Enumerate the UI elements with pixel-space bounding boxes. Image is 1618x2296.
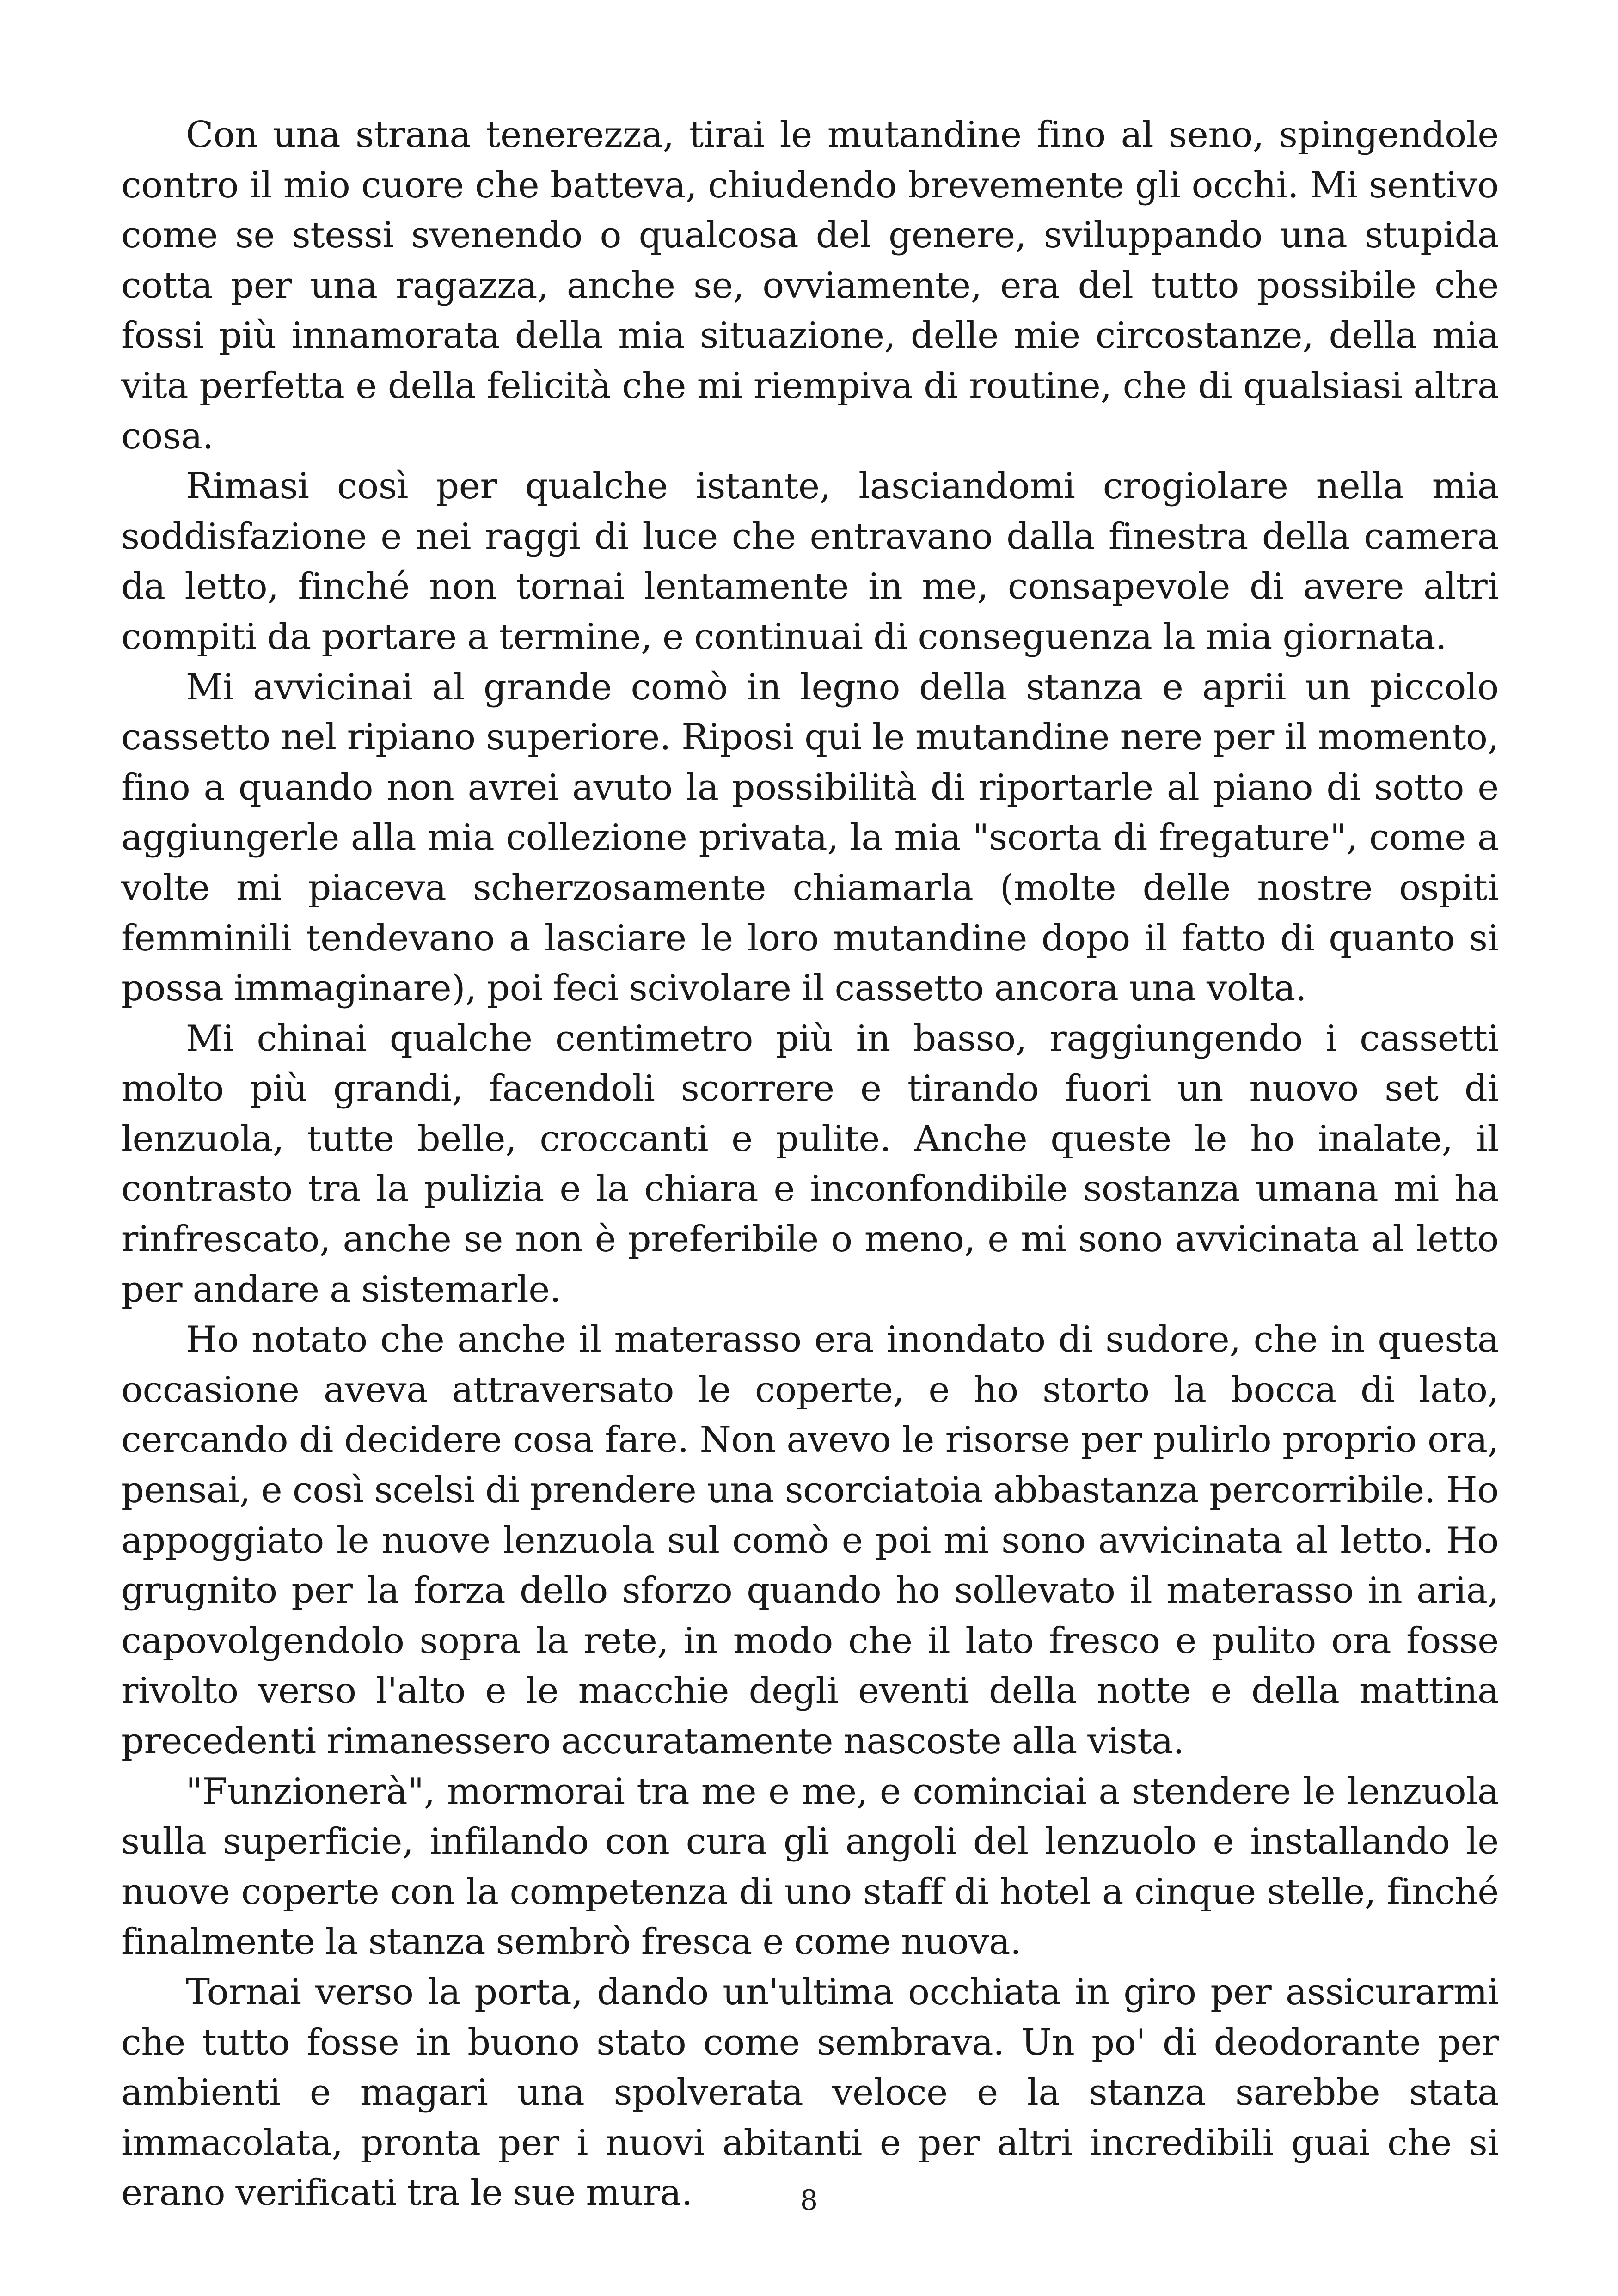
page-text (121, 110, 1499, 2218)
paragraph-1: Con una strana tenerezza, tirai le mutandine fino al seno, spingendole contro il mio cuore che batteva, chiudendo brevemente gli occhi. Mi sentivo come se stessi svenendo o qualcosa del genere, sviluppando una stupida cotta per una ragazza, anche se, ovviamente, era del tutto possibile che fossi più innamorata della mia situazione, delle mie circostanze, della mia vita perfetta e della felicità che mi riempiva di routine, che di qualsiasi altra cosa. (121, 114, 1499, 457)
paragraph-5: Ho notato che anche il materasso era inondato di sudore, che in questa occasione aveva attraversato le coperte, e ho storto la bocca di lato, cercando di decidere cosa fare. Non avevo le risorse per pulirlo proprio ora, pensai, e così scelsi di prendere una scorciatoia abbastanza percorribile. Ho appoggiato le nuove lenzuola sul comò e poi mi sono avvicinata al letto. Ho grugnito per la forza dello sforzo quando ho sollevato il materasso in aria, capovolgendolo sopra la rete, in modo che il lato fresco e pulito ora fosse rivolto verso l'alto e le macchie degli eventi della notte e della mattina precedenti rimanessero accuratamente nascoste alla vista. (121, 1319, 1499, 1762)
paragraph-3: Mi avvicinai al grande comò in legno della stanza e aprii un piccolo cassetto nel ripiano superiore. Riposi qui le mutandine nere per il momento, fino a quando non avrei avuto la possibilità di riportarle al piano di sotto e aggiungerle alla mia collezione privata, la mia "scorta di fregature", come a volte mi piaceva scherzosamente chiamarla (molte delle nostre ospiti femminili tendevano a lasciare le loro mutandine dopo il fatto di quanto si possa immaginare), poi feci scivolare il cassetto ancora una volta. (121, 666, 1499, 1010)
paragraph-7: Tornai verso la porta, dando un'ultima occhiata in giro per assicurarmi che tutto fosse in buono stato come sembrava. Un po' di deodorante per ambienti e magari una spolverata veloce e la stanza sarebbe stata immacolata, pronta per i nuovi abitanti e per altri incredibili guai che si erano verificati tra le sue mura. (121, 1971, 1499, 2214)
paragraph-4: Mi chinai qualche centimetro più in basso, raggiungendo i cassetti molto più grandi, facendoli scorrere e tirando fuori un nuovo set di lenzuola, tutte belle, croccanti e pulite. Anche queste le ho inalate, il contrasto tra la pulizia e la chiara e inconfondibile sostanza umana mi ha rinfrescato, anche se non è preferibile o meno, e mi sono avvicinata al letto per andare a sistemarle. (121, 1017, 1499, 1310)
page-number: 8 (800, 2184, 818, 2216)
paragraph-6: "Funzionerà", mormorai tra me e me, e cominciai a stendere le lenzuola sulla superficie, infilando con cura gli angoli del lenzuolo e installando le nuove coperte con la competenza di uno staff di hotel a cinque stelle, finché finalmente la stanza sembrò fresca e come nuova. (121, 1770, 1499, 1963)
paragraph-2: Rimasi così per qualche istante, lasciandomi crogiolare nella mia soddisfazione e nei raggi di luce che entravano dalla finestra della camera da letto, finché non tornai lentamente in me, consapevole di avere altri compiti da portare a termine, e continuai di conseguenza la mia giornata. (121, 465, 1499, 658)
